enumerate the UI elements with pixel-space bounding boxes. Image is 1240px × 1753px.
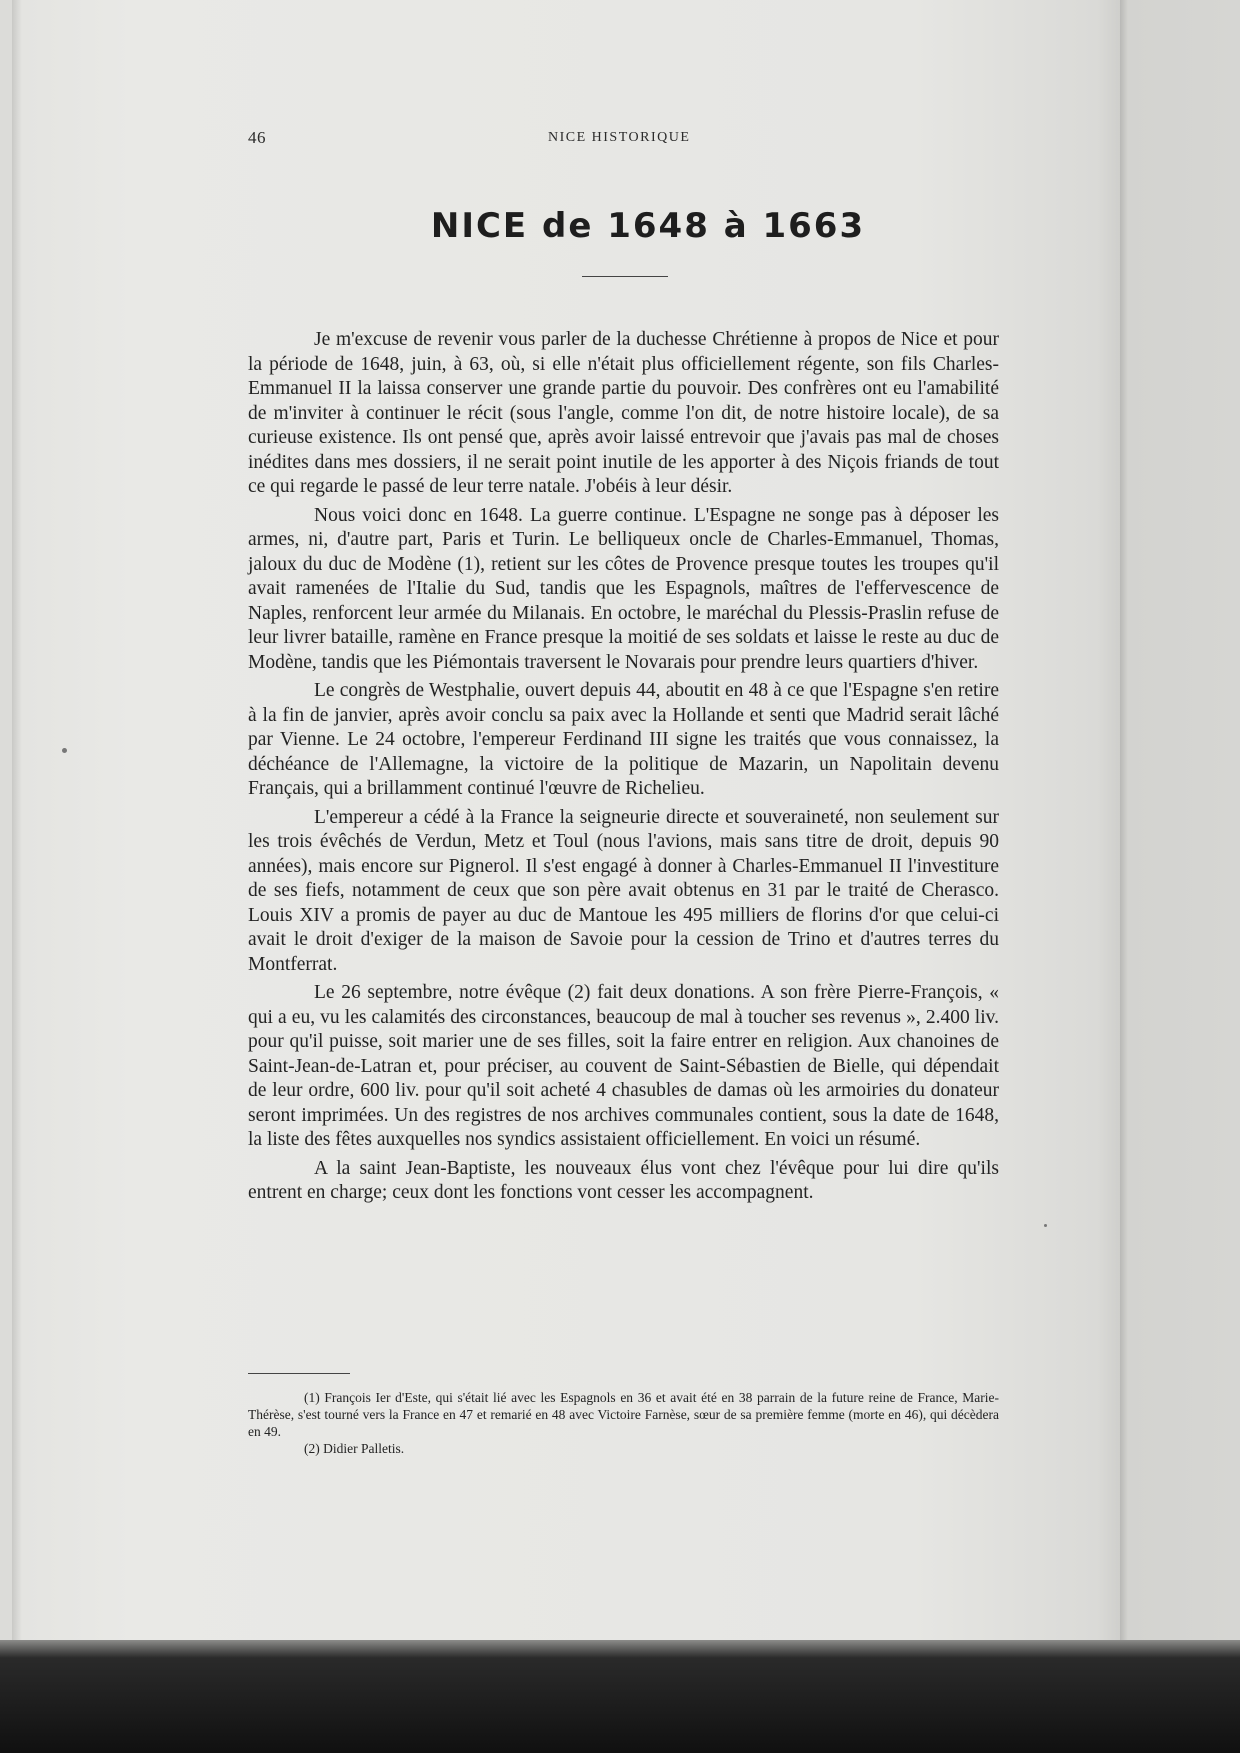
- title-divider: [582, 276, 668, 277]
- footnotes: [248, 1389, 999, 1457]
- article-title: NICE de 1648 à 1663: [430, 206, 866, 246]
- scanner-bottom-shadow: [0, 1640, 1240, 1753]
- body-paragraph: A la saint Jean-Baptiste, les nouveaux élus vont chez l'évêque pour lui dire qu'ils entrent en charge; ceux dont les fonctions vont cesser les accompagnent.: [248, 1157, 999, 1203]
- body-paragraph: Nous voici donc en 1648. La guerre continue. L'Espagne ne songe pas à déposer les armes, ni, d'autre part, Paris et Turin. Le belliqueux oncle de Charles-Emmanuel, Thomas, jaloux du duc de Modène (1), retient sur les côtes de Provence presque toutes les troupes qu'il avait ramenées de l'Italie du Sud, tandis que les Espagnols, maîtres de l'effervescence de Naples, renforcent leur armée du Milanais. En octobre, le maréchal du Plessis-Praslin refuse de leur livrer bataille, ramène en France presque la moitié de ses soldats et laisse le reste au duc de Modène, tandis que les Piémontais traversent le Novarais pour prendre leurs quartiers d'hiver.: [248, 504, 999, 673]
- running-head: [248, 128, 1008, 152]
- scan-speck: [1044, 1224, 1047, 1227]
- footnote: (1) François Ier d'Este, qui s'était lié avec les Espagnols en 36 et avait été en 38 parrain de la future reine de France, Marie-Thérèse, s'est tourné vers la France en 47 et remarié en 48 avec Victoire Farnèse, sœur de sa première femme (morte en 46), qui décèdera en 49.: [248, 1390, 999, 1439]
- body-paragraph: Le congrès de Westphalie, ouvert depuis 44, aboutit en 48 à ce que l'Espagne s'en retire à la fin de janvier, après avoir conclu sa paix avec la Hollande et senti que Madrid serait lâché par Vienne. Le 24 octobre, l'empereur Ferdinand III signe les traités que vous connaissez, la déchéance de l'Allemagne, la victoire de la politique de Mazarin, un Napolitain devenu Français, qui a brillamment continué l'œuvre de Richelieu.: [248, 680, 999, 799]
- facing-page-edge: [1120, 0, 1240, 1640]
- article-body: [248, 328, 999, 1210]
- page-number: 46: [248, 128, 266, 147]
- body-paragraph: Je m'excuse de revenir vous parler de la duchesse Chrétienne à propos de Nice et pour la période de 1648, juin, à 63, où, si elle n'était plus officiellement régente, son fils Charles-Emmanuel II la laissa conserver une grande partie du pouvoir. Des confrères ont eu l'amabilité de m'inviter à continuer le récit (sous l'angle, comme l'on dit, de notre histoire locale), de sa curieuse existence. Ils ont pensé que, après avoir laissé entrevoir que j'avais pas mal de choses inédites dans mes dossiers, il ne serait point inutile de les apporter à des Niçois friands de tout ce qui regarde le passé de leur terre natale. J'obéis à leur désir.: [248, 329, 999, 497]
- body-paragraph: L'empereur a cédé à la France la seigneurie directe et souveraineté, non seulement sur les trois évêchés de Verdun, Metz et Toul (nous l'avions, mais sans titre de droit, depuis 90 années), mais encore sur Pignerol. Il s'est engagé à donner à Charles-Emmanuel II l'investiture de ses fiefs, notamment de ceux que son père avait obtenus en 31 par le traité de Cherasco. Louis XIV a promis de payer au duc de Mantoue les 495 milliers de florins d'or que celui-ci avait le droit d'exiger de la maison de Savoie pour la cession de Trino et d'autres terres du Montferrat.: [248, 806, 999, 975]
- journal-title: NICE HISTORIQUE: [548, 130, 691, 145]
- footnote-divider: [248, 1373, 350, 1374]
- scan-speck: [62, 748, 67, 753]
- footnote: (2) Didier Palletis.: [304, 1441, 405, 1456]
- body-paragraph: Le 26 septembre, notre évêque (2) fait deux donations. A son frère Pierre-François, « qui a eu, vu les calamités des circonstances, beaucoup de mal à toucher ses revenus », 2.400 liv. pour qu'il puisse, soit marier une de ses filles, soit la faire entrer en religion. Aux chanoines de Saint-Jean-de-Latran et, pour préciser, au couvent de Saint-Sébastien de Bielle, qui dépendait de leur ordre, 600 liv. pour qu'il soit acheté 4 chasubles de damas où les armoiries du donateur seront imprimées. Un des registres de nos archives communales contient, sous la date de 1648, la liste des fêtes auxquelles nos syndics assistaient officiellement. En voici un résumé.: [248, 982, 999, 1150]
